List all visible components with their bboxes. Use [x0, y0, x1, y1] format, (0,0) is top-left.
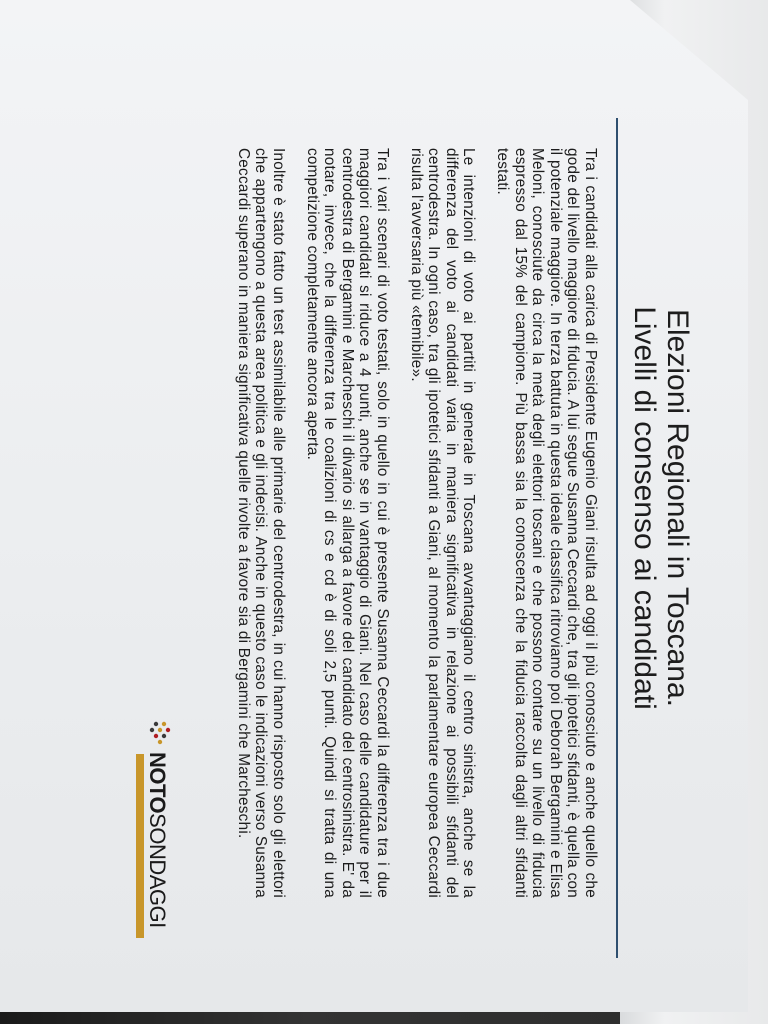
paragraph: Le intenzioni di voto ai partiti in generale in Toscana avvantaggiano il centro sinistra, anche se la differenza del voto ai candidati varia in maniera significativa in relazione ai possibili sfidanti del centrodestra. In ogni caso, tra gli ipotetici sfidanti a Giani, al momento la parlamentare europea Ceccardi risulta l'avversaria più «temibile».	[407, 148, 478, 898]
page-title	[628, 78, 694, 978]
logo-tagline-bar	[136, 754, 144, 938]
noto-dots-logo-icon	[142, 718, 172, 748]
logo-brand-bold: NOTO	[145, 752, 170, 814]
paragraph: Tra i vari scenari di voto testati, solo in quello in cui è presente Susanna Ceccardi la differenza tra i due maggiori candidati si riduce a 4 punti, anche se in vantaggio di Giani. Nel caso delle candidature per il centrodestra di Bergamini e Marcheschi il divario si allarga a favore del candidato del centrosinistra. E' da notare, invece, che la differenza tra le coalizioni di cs e cd è di soli 2,5 punti. Quindi si tratta di una competizione completamente ancora aperta.	[303, 148, 392, 898]
paragraph: Inoltre è stato fatto un test assimilabile alle primarie del centrodestra, in cui hanno risposto solo gli elettori che appartengono a questa area politica e gli indecisi. Anche in questo caso le indicazioni verso Susanna Ceccardi superano in maniera significativa quelle rivolte a favore sia di Bergamini che Marcheschi.	[234, 148, 288, 898]
logo-brand-thin: SONDAGGI	[145, 813, 170, 928]
title-divider	[616, 118, 618, 958]
rotated-page-content	[74, 78, 694, 978]
title-line-1: Elezioni Regionali in Toscana.	[661, 308, 694, 708]
paragraph: Tra i candidati alla carica di Presidente Eugenio Giani risulta ad oggi il più conosciuto e anche quello che gode del livello maggiore di fiducia. A lui segue Susanna Ceccardi che, tra gli ipotetici sfidanti, è quella con il potenziale maggiore. In terza battuta in questa ideale classifica ritroviamo poi Deborah Bergamini e Elisa Meloni, conosciute da circa la metà degli elettori toscani e che possono contare su un livello di fiducia espresso dal 15% del campione. Più bassa sia la conoscenza che la fiducia raccolta dagli altri sfidanti testati.	[494, 148, 599, 898]
logo-wordmark	[144, 752, 170, 928]
article-body	[218, 148, 599, 898]
noto-sondaggi-logo	[124, 718, 174, 948]
title-line-2: Livelli di consenso ai candidati	[628, 306, 661, 710]
